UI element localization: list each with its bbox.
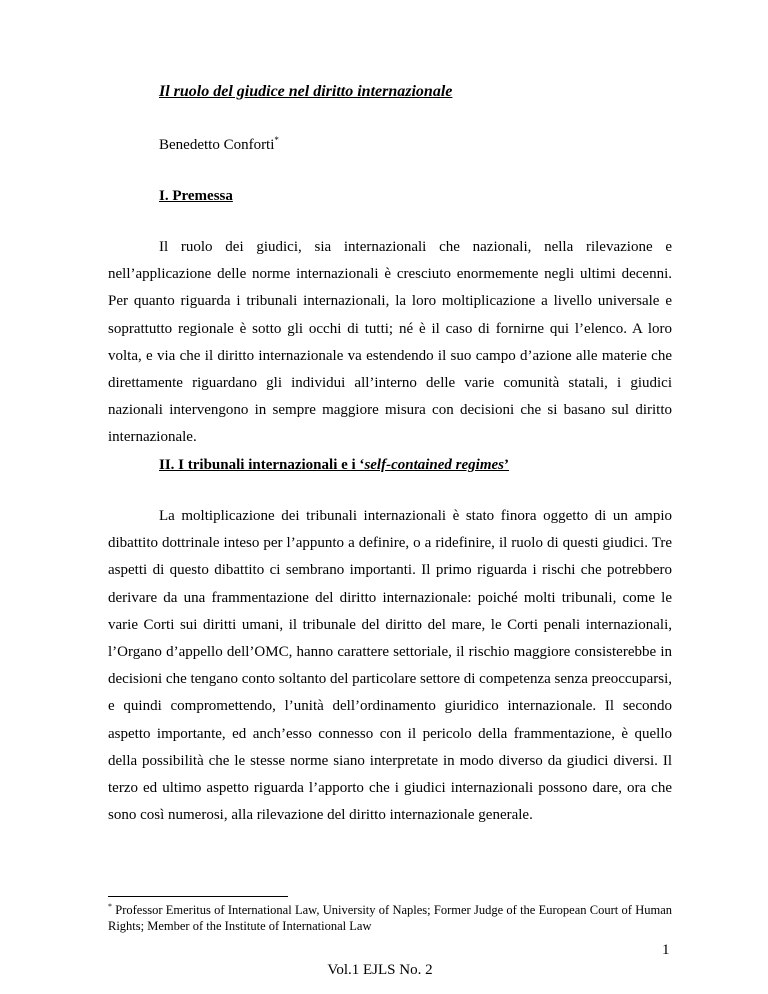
heading-prefix: II. I tribunali internazionali e i ‘	[159, 457, 365, 473]
article-title: Il ruolo del giudice nel diritto internazionale	[159, 83, 453, 100]
paragraph-premessa: Il ruolo dei giudici, sia internazionali che nazionali, nella rilevazione e nell’applicazione delle norme internazionali è cresciuto enormemente negli ultimi decenni. Per quanto riguarda i tribunali internazionali, la loro moltiplicazione a livello universale e soprattutto regionale è sotto gli occhi di tutti; né è il caso di fornirne qui l’elenco. A loro volta, e via che il diritto internazionale va estendendo il suo campo d’azione alle materie che direttamente riguardano gli individui all’interno delle varie comunità statali, i giudici nazionali intervengono in sempre maggiore misura con decisioni che si basano sul diritto internazionale.	[108, 239, 672, 446]
footnote-marker: *	[108, 901, 112, 911]
journal-footer	[0, 962, 768, 979]
footnote-divider	[108, 896, 288, 897]
heading-italic-term: self-contained regimes	[364, 457, 505, 473]
journal-footer-text: Vol.1 EJLS No. 2	[327, 962, 433, 978]
author-footnote-marker: *	[274, 135, 279, 145]
author-name-text: Benedetto Conforti	[159, 137, 275, 153]
author-name	[159, 137, 279, 154]
paragraph-tribunali: La moltiplicazione dei tribunali internazionali è stato finora oggetto di un ampio dibattito dottrinale inteso per l’appunto a definire, o a ridefinire, il ruolo di questi giudici. Tre aspetti di questo dibattito ci sembrano importanti. Il primo riguarda i rischi che potrebbero derivare da una frammentazione del diritto internazionale: poiché molti tribunali, come le varie Corti sui diritti umani, il tribunale del diritto del mare, le Corti penali internazionali, l’Organo d’appello dell’OMC, hanno carattere settoriale, il rischio maggiore consisterebbe in decisioni che tengano conto soltanto del particolare settore di competenza senza preoccuparsi, e quindi compromettendo, l’unità dell’ordinamento giuridico internazionale. Il secondo aspetto importante, ed anch’esso connesso con il pericolo della frammentazione, è quello della possibilità che le stesse norme siano interpretate in modo diverso da giudici diversi. Il terzo ed ultimo aspetto riguarda l’apporto che i giudici internazionali possono dare, ora che sono così numerosi, alla rilevazione del diritto internazionale generale.	[108, 508, 672, 824]
page-number: 1	[662, 942, 670, 958]
heading-suffix: ’	[504, 457, 510, 473]
footnote-text: Professor Emeritus of International Law, University of Naples; Former Judge of the European Court of Human Rights; Member of the Institute of International Law	[108, 903, 672, 933]
section-heading-tribunali	[159, 457, 509, 474]
section-heading-premessa: I. Premessa	[159, 188, 233, 204]
footnote	[108, 902, 672, 934]
